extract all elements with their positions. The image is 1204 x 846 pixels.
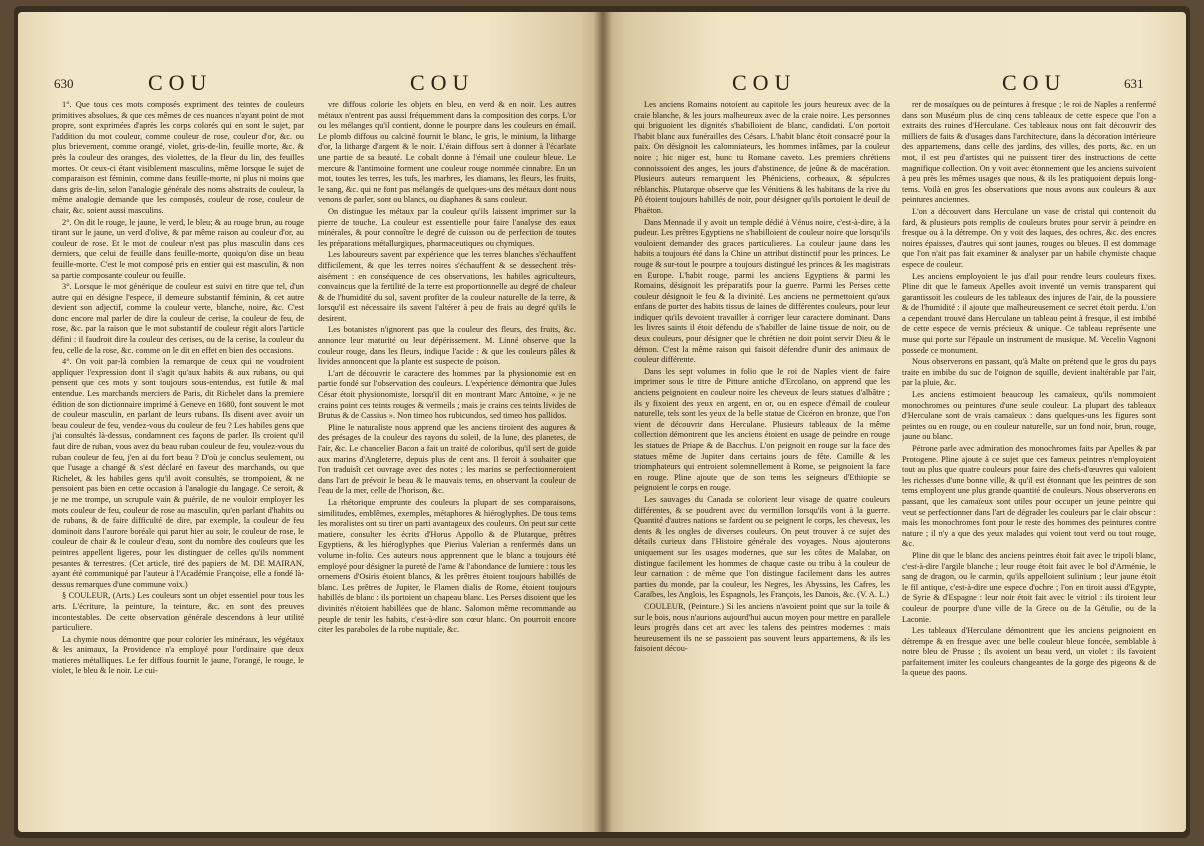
text-column bbox=[634, 100, 890, 820]
running-head: COU bbox=[732, 70, 797, 95]
paragraph: Les anciens Romains notoient au capitole les jours heureux avec de la craie blanche, & les jours malheureux avec de la craie noire. Les personnes qui briguoient les dignités s'habilloient de blanc, candidati. L'on portoit l'habit blanc aux funérailles des Césars. L'habit blanc étoit consacré pour la paix. On désignoit les calomniateurs, les hommes infâmes, par la couleur noire ; hic niger est, hunc tu Romane caveto. Les premiers chrétiens connoissoient des anges, les jours d'abstinence, de jeûne & de macération. Plusieurs auteurs remarquent les Phéniciens, corbeaux, & sépulcres réblanchis. Plutarque observe que les Vénitiens & les habitans de la rive du Pô étoient toujours habillés de noir, pour désigner qu'ils portoient le deuil de Phaëton. bbox=[634, 100, 890, 215]
running-head: COU bbox=[1002, 70, 1067, 95]
paragraph: Les laboureurs savent par expérience que les terres blanches s'échauffent difficilement, & que les terres noires s'échauffent & se dessechent très-aisément : en conséquence de ces observations, les habiles agriculteurs, convaincus que la fertilité de la terre est proportionnelle au degré de chaleur & de l'humidité du sol, savent profiter de la couleur naturelle de la terre, & lorsqu'il est nécessaire ils savent l'altérer à peu de frais au degré qu'ils le desirent. bbox=[318, 250, 576, 323]
running-head: COU bbox=[410, 70, 475, 95]
page-number: 630 bbox=[54, 76, 74, 91]
paragraph: Pline le naturaliste nous apprend que les anciens tiroient des augures & des présages de la couleur des rayons du soleil, de la lune, des planetes, de l'air, &c. Le chancelier Bacon a fait un traité de coloribus, qu'il sert de guide aux marins d'Angleterre, depuis plus de cent ans. Il feroit à souhaiter que l'on traduisît cet ouvrage avec des notes ; les marins se perfectionneroient dans l'art de prévoir le beau & le mauvais tems, en observant la couleur de l'eau de la mer, celle de l'horison, &c. bbox=[318, 422, 576, 496]
text-column bbox=[902, 100, 1156, 820]
open-book bbox=[14, 6, 1190, 838]
paragraph: Dans Mennade il y avoit un temple dédié à Vénus noire, c'est-à-dire, à la pudeur. Les prêtres Egyptiens ne s'habilloient de couleur noire que lorsqu'ils vouloient demander des graces particulieres. La couleur jaune dans les habits a toujours été dans la Chine un attribut distinctif pour les princes. Le rouge & sur-tout le pourpre a toujours distingué les princes & les magistrats en Europe. L'habit rouge, parmi les anciens Egyptiens & parmi les Romains, désignoit les préparatifs pour la guerre. Parmi les Perses cette couleur désignoit le feu & la divinité. Les anciens ne permettoient qu'aux enfans de porter des habits tissus de laines de différentes couleurs, pour leur indiquer qu'ils devoient travailler à corriger leur caractere dominant. Dans les livres saints il étoit défendu de s'habiller de laine tissue de noir, ou de deux couleurs, pour désigner que le chrétien ne doit point servir Dieu & le démon. C'est la même raison qui faisoit défendre d'unir des animaux de couleur différente. bbox=[634, 217, 890, 365]
paragraph: La chymie nous démontre que pour colorier les minéraux, les végétaux & les animaux, la Providence n'a employé pour l'ordinaire que deux matieres métalliques. Le fer diffous fournit le jaune, l'orangé, le rouge, le violet, le bleu & le noir. Le cui- bbox=[52, 634, 304, 676]
left-page-header bbox=[18, 70, 604, 96]
paragraph: Les botanistes n'ignorent pas que la couleur des fleurs, des fruits, &c. annonce leur maturité ou leur dépérissement. M. Linné observe que la couleur rouge, dans les fleurs, indique l'acide : & que les couleurs pâles & livides annoncent que la plante est suspecte de poison. bbox=[318, 325, 576, 367]
paragraph: Les anciens employoient le jus d'ail pour rendre leurs couleurs fixes. Pline dit que le fameux Apelles avoit inventé un vernis transparent qui garantissoit les couleurs de les tableaux des injures de l'air, de la poussiere & de l'humidité : il ajoute que malheureusement ce secret étoit perdu. L'on a cependant trouvé dans Herculane un tableau peint à fresque, il est imbibé de cette espece de vernis précieux & unique. Ce tableau représente une muse qui porte sur l'épaule un instrument de musique. M. Vecelio Vagnoni possede ce monument. bbox=[902, 271, 1156, 355]
paragraph: La rhétorique emprunte des couleurs la plupart de ses comparaisons, similitudes, emblêmes, exemples, métaphores & hiéroglyphes. De tous tems les moralistes ont su tirer un parti avantageux des couleurs. On peut sur cette matiere, consulter les écrits d'Horus Appollo & de Plutarque, prêtres Egyptiens, & les hiéroglyphes que Pierius Valerian a renfermés dans un volume in-folio. Ces auteurs nous apprennent que le blanc a toujours été employé pour désigner la pureté de l'ame & l'abondance de lumiere : tous les ornemens d'Osiris étoient blancs, & les prêtres étoient toujours habillés de blanc. Les prêtres de Jupiter, le Flamen dialis de Rome, étoient toujours habillés de blanc : ils portoient un chapeau blanc. Les Perses disoient que les divinités n'étoient habillées que de blanc. Salomon même recommande au peuple de tenir les habits, c'est-à-dire son cœur blanc. On pourroit encore citer les paraboles de la robe nuptiale, &c. bbox=[318, 497, 576, 635]
paragraph: COULEUR, (Peinture.) Si les anciens n'avoient point que sur la toile & sur le bois, nous n'aurions aujourd'hui aucun moyen pour mettre en parallele leurs progrès dans cet art avec les talens des peintres modernes : mais heureusement ils ne se passoient pas souvent leurs appartemens, & ils les faisoient décou- bbox=[634, 601, 890, 654]
paragraph: § COULEUR, (Arts.) Les couleurs sont un objet essentiel pour tous les arts. L'écriture, la peinture, la teinture, &c. en sont des preuves incontestables. De cette observation générale descendons à leur utilité particuliere. bbox=[52, 591, 304, 633]
paragraph: Les anciens estimoient beaucoup les camaïeux, qu'ils nommoient monochromes ou peintures d'une seule couleur. La plupart des tableaux d'Herculane sont de vrais camaïeux : dans quelques-uns les figures sont peintes ou en rouge, ou en couleur naturelle, sur un fond noir, brun, rouge, jaune ou blanc. bbox=[902, 390, 1156, 442]
paragraph: 2°. On dit le rouge, le jaune, le verd, le bleu; & au rouge brun, au rouge tirant sur le jaune, un verd d'olive, & par même raison au couleur d'or, au couleur de rose. Et le mot de couleur n'est pas plus masculin dans ces derniers, que celui de feuille dans feuille-morte, quoiqu'on dise un beau feuille-morte. C'est le mot composé pris en entier qui est masculin, & non sa partie composante couleur ou feuille. bbox=[52, 217, 304, 280]
right-page bbox=[602, 12, 1186, 832]
paragraph: On distingue les métaux par la couleur qu'ils laissent imprimer sur la pierre de touche. La couleur est essentielle pour faire l'analyse des eaux minérales, & pour connoître le degré de cuisson ou de perfection de toutes les préparations métallurgiques, pharmaceutiques ou chymiques. bbox=[318, 206, 576, 248]
paragraph: 4°. On voit par-là combien la remarque de ceux qui ne voudroient appliquer l'expression dont il s'agit qu'aux habits & aux rubans, ou qui pensent que ces mots y sont toujours sous-entendus, est futile & mal entendue. Les marchands merciers de Paris, dit Richelet dans la premiere édition de son dictionnaire imprimé à Geneve en 1680, font souvent le mot de couleur masculin, en parlant de leurs rubans. Ils disent avec avoir un beau couleur de feu, vendez-vous du couleur de feu ? Les habiles gens que j'ai consultés là-dessus, condamnent ces façons de parler. Ils croient qu'il faut dire de ruban, vous avez du beau ruban couleur de feu, voulez-vous du ruban couleur de feu, j'en ai du fort beau ? D'où je conclus seulement, ou que l'usage a changé & s'est déclaré en faveur des marchands, ou que Richelet, & les habiles gens qu'il avoit consultés, se trompoient, & ne pensoient pas bien en cette occasion à l'analogie du langage. Ce seroit, & je ne me trompe, un scrupule vain & puérile, de ne vouloir employer les mots couleur de feu, couleur de rose au masculin, qu'en parlant d'habits ou de rubans, & de faire difficulté de dire, par exemple, la couleur de feu dominoit dans l'aurore boréale qui parut hier au soir, le couleur de rose, le couleur de chair & le couleur d'eau, sont du nombre des couleurs que les peintres appellent ligeres, pour les distinguer de celles qu'ils nomment pesantes & terrestres. (Cet article, tiré des papiers de M. DE MAIRAN, ayant été communiqué par l'auteur à l'Académie Françoise, elle a fondé là-dessus remarques d'une commune voix.) bbox=[52, 357, 304, 589]
paragraph: rer de mosaïques ou de peintures à fresque ; le roi de Naples a renfermé dans son Muséum plus de cinq cens tableaux de cette espece que l'on a extraits des ruines d'Herculane. Ces tableaux nous ont fait découvrir des milliers de faits & d'usages dans l'architecture, dans la décoration intérieure des appartemens, dans celle des jardins, des villes, des ports, &c. en un mot, il est peu d'artistes qui ne puissent tirer des instructions de cette magnifique collection. On y voit avec étonnement que les anciens suivoient à peu près les mêmes usages que nous, & ils les pratiquoient depuis long-tems. Voilà en gros les observations que nous avons aux couleurs & aux peintures anciennes. bbox=[902, 100, 1156, 205]
paragraph: Les tableaux d'Herculane démontrent que les anciens peignoient en détrempe & en fresque avec une belle couleur bleue foncée, semblable à notre bleu de Prusse ; ils avoient un beau verd, un violet : ils favoient parfaitement imiter les couleurs changeantes de la gorge des pigeons & de la queue des paons. bbox=[902, 626, 1156, 678]
paragraph: Pétrone parle avec admiration des monochromes faits par Apelles & par Protogene. Pline ajoute à ce sujet que ces fameux peintres n'employoient tout au plus que quatre couleurs pour faire des chefs-d'œuvres qui valoient les richesses d'une bonne ville, & qu'il est étonnant que les peintres de son tems employent une plus grande quantité de couleurs. Nous observerons en passant, que les camaïeux sont utiles pour occuper un jeune peintre qui veut se perfectionner dans l'art de dégrader les couleurs par le clair obscur : mais les monochromes font pour le reste des hommes des peintures contre nature ; il n'y a que des yeux malades qui voient tout verd ou tout rouge, &c. bbox=[902, 444, 1156, 549]
paragraph: Les sauvages du Canada se colorient leur visage de quatre couleurs différentes, & se poudrent avec du vermillon lorsqu'ils vont à la guerre. Quantité d'autres nations se fardent ou se peignent le corps, les cheveux, les dents & les ongles de diverses couleurs. On peut trouver à ce sujet des détails curieux dans l'Histoire générale des voyages. Nous ajouterons uniquement sur les usages modernes, que sur les côtes de Malabar, on distingue facilement les hommes de chaque caste ou tribu à la couleur de leur carnation : de même que l'on distingue facilement dans les autres parties du monde, par la couleur, les Negres, les Abyssins, les Cafres, les Caraïbes, les Anglois, les Espagnols, les François, les Danois, &c. (V. A. L.) bbox=[634, 494, 890, 600]
paragraph: vre diffous colorie les objets en bleu, en verd & en noir. Les autres métaux n'entrent pas aussi fréquemment dans la composition des corps. L'or ou les mélanges qu'il contient, donne le pourpre dans les couleurs en émail. Le plomb diffous ou calciné fournit le blanc, le gris, le minium, la litharge d'or, la litharge d'argent & le noir. L'étain diffous sert à donner à l'écarlate une partie de sa beauté. Le cobalt donne à l'émail une couleur bleue. Le mercure & l'antimoine forment une couleur rouge nommée cinnabre. En un mot, toutes les terres, les tufs, les marbres, les diamans, les fleurs, les fruits, le sang, &c. qui ne font pas mélangés de quelques-uns des métaux dont nous venons de parler, sont ou blancs, ou diaphanes & sans couleur. bbox=[318, 100, 576, 205]
paragraph: 3°. Lorsque le mot générique de couleur est suivi en titre que tel, d'un autre qui en désigne l'espece, il demeure substantif féminin, & cet autre devient son adjectif, comme la couleur verte, blanche, noire, &c. C'est donc encore mal parler de dire la couleur de cerise, la couleur de feu, de rose, &c. par la raison que le mot substantif de couleur régit alors l'article défini : il faudroit dire la couleur des cerises, ou de la cerise, la couleur du feu, celle de la rose, &c. comme on le dit en effet en bien des occasions. bbox=[52, 282, 304, 355]
paragraph: L'on a découvert dans Herculane un vase de cristal qui contenoit du fard, & plusieurs pots remplis de couleurs brutes pour servir à peindre en fresque ou à la détrempe. On y voit des laques, des ochres, &c. des encres noires épaisses, d'autres qui sont jaunes, rouges ou bleues. Il est dommage que l'on n'ait pas fait examiner & analyser par un habile chymiste chaque espece de couleur. bbox=[902, 206, 1156, 269]
book-spine bbox=[594, 12, 612, 832]
paragraph: 1°. Que tous ces mots composés expriment des teintes de couleurs primitives absolues, & que ces mêmes de ces nuances n'ayant point de mot propre, sont exprimées d'après les corps colorés qui en sont le sujet, par l'addition du mot couleur, comme couleur de rose, couleur d'or, &c. ou plus brievement, comme orangé, violet, gris-de-lin, feuille morte, &c. & près la couleur des oranges, des violettes, de la fleur du lin, des feuilles mortes. Or ceux-ci étant visiblement masculins, même lorsque le sujet de comparaison est féminin, comme dans feuille-morte, ni plus ni moins que dans gris de-lin, selon l'analogie générale des noms abstraits de couleur, la même analogie demande que les composés, couleur de rose, couleur de chair, &c. soient aussi masculins. bbox=[52, 100, 304, 215]
right-page-header bbox=[602, 70, 1186, 96]
left-page bbox=[18, 12, 604, 832]
text-column bbox=[52, 100, 304, 820]
paragraph: L'art de découvrir le caractere des hommes par la physionomie est en partie fondé sur l'observation des couleurs. L'expérience démontra que Jules César étoit physionomiste, lorsqu'il dit en montrant Marc Antoine, « je ne crains point ces teints rouges & vermeils ; mais je crains ces teints livides de Brutus & de Cassius ». Non timeo hos rubicundos, sed timeo hos pallidos. bbox=[318, 368, 576, 421]
paragraph: Pline dit que le blanc des anciens peintres étoit fait avec le tripoli blanc, c'est-à-dire l'argile blanche ; leur rouge étoit fait avec le bol d'Arménie, le sang de dragon, ou le carmin, qu'ils appelloient sulinium ; leur jaune étoit le fil antique, c'est-à-dire une espece d'ochre ; l'on en tiroit aussi d'Egypte, de Syrie & d'Espagne : leur noir étoit fait avec le vitriol : ils tiroient leur couleur de pourpre d'une ville de la Grece ou de la Gétulie, ou de la Laconie. bbox=[902, 550, 1156, 624]
paragraph: Nous observerons en passant, qu'à Malte on prétend que le gros du pays traite en imbibe du suc de l'oignon de squille, devient inaltérable par l'air, par la pluie, &c. bbox=[902, 357, 1156, 388]
running-head: COU bbox=[148, 70, 213, 95]
text-column bbox=[318, 100, 576, 820]
page-number: 631 bbox=[1124, 76, 1144, 91]
paragraph: Dans les sept volumes in folio que le roi de Naples vient de faire imprimer sous le titre de Pitture antiche d'Ercolano, on apprend que les anciens peignoient en couleur noire les cheveux de leurs statues d'albâtre ; ils y fixoient des yeux en argent, en or, ou en espece d'émail de couleur naturelle, tels sont les yeux de la belle statue de Cicéron en bronze, que l'on vient de découvrir dans Herculane. Plusieurs tableaux de la même collection démontrent que les anciens étoient en usage de peindre en rouge les statues de Priape & de Bacchus. L'on peignoit en rouge sur la face des statues même de Jupiter dans certains jours de fête. Camille & les triomphateurs qui entroient solemnellement à Rome, se peignoient la face en rouge. Pline ajoute que de son tems les seigneurs d'Ethiopie se peignoient le corps en rouge. bbox=[634, 366, 890, 493]
